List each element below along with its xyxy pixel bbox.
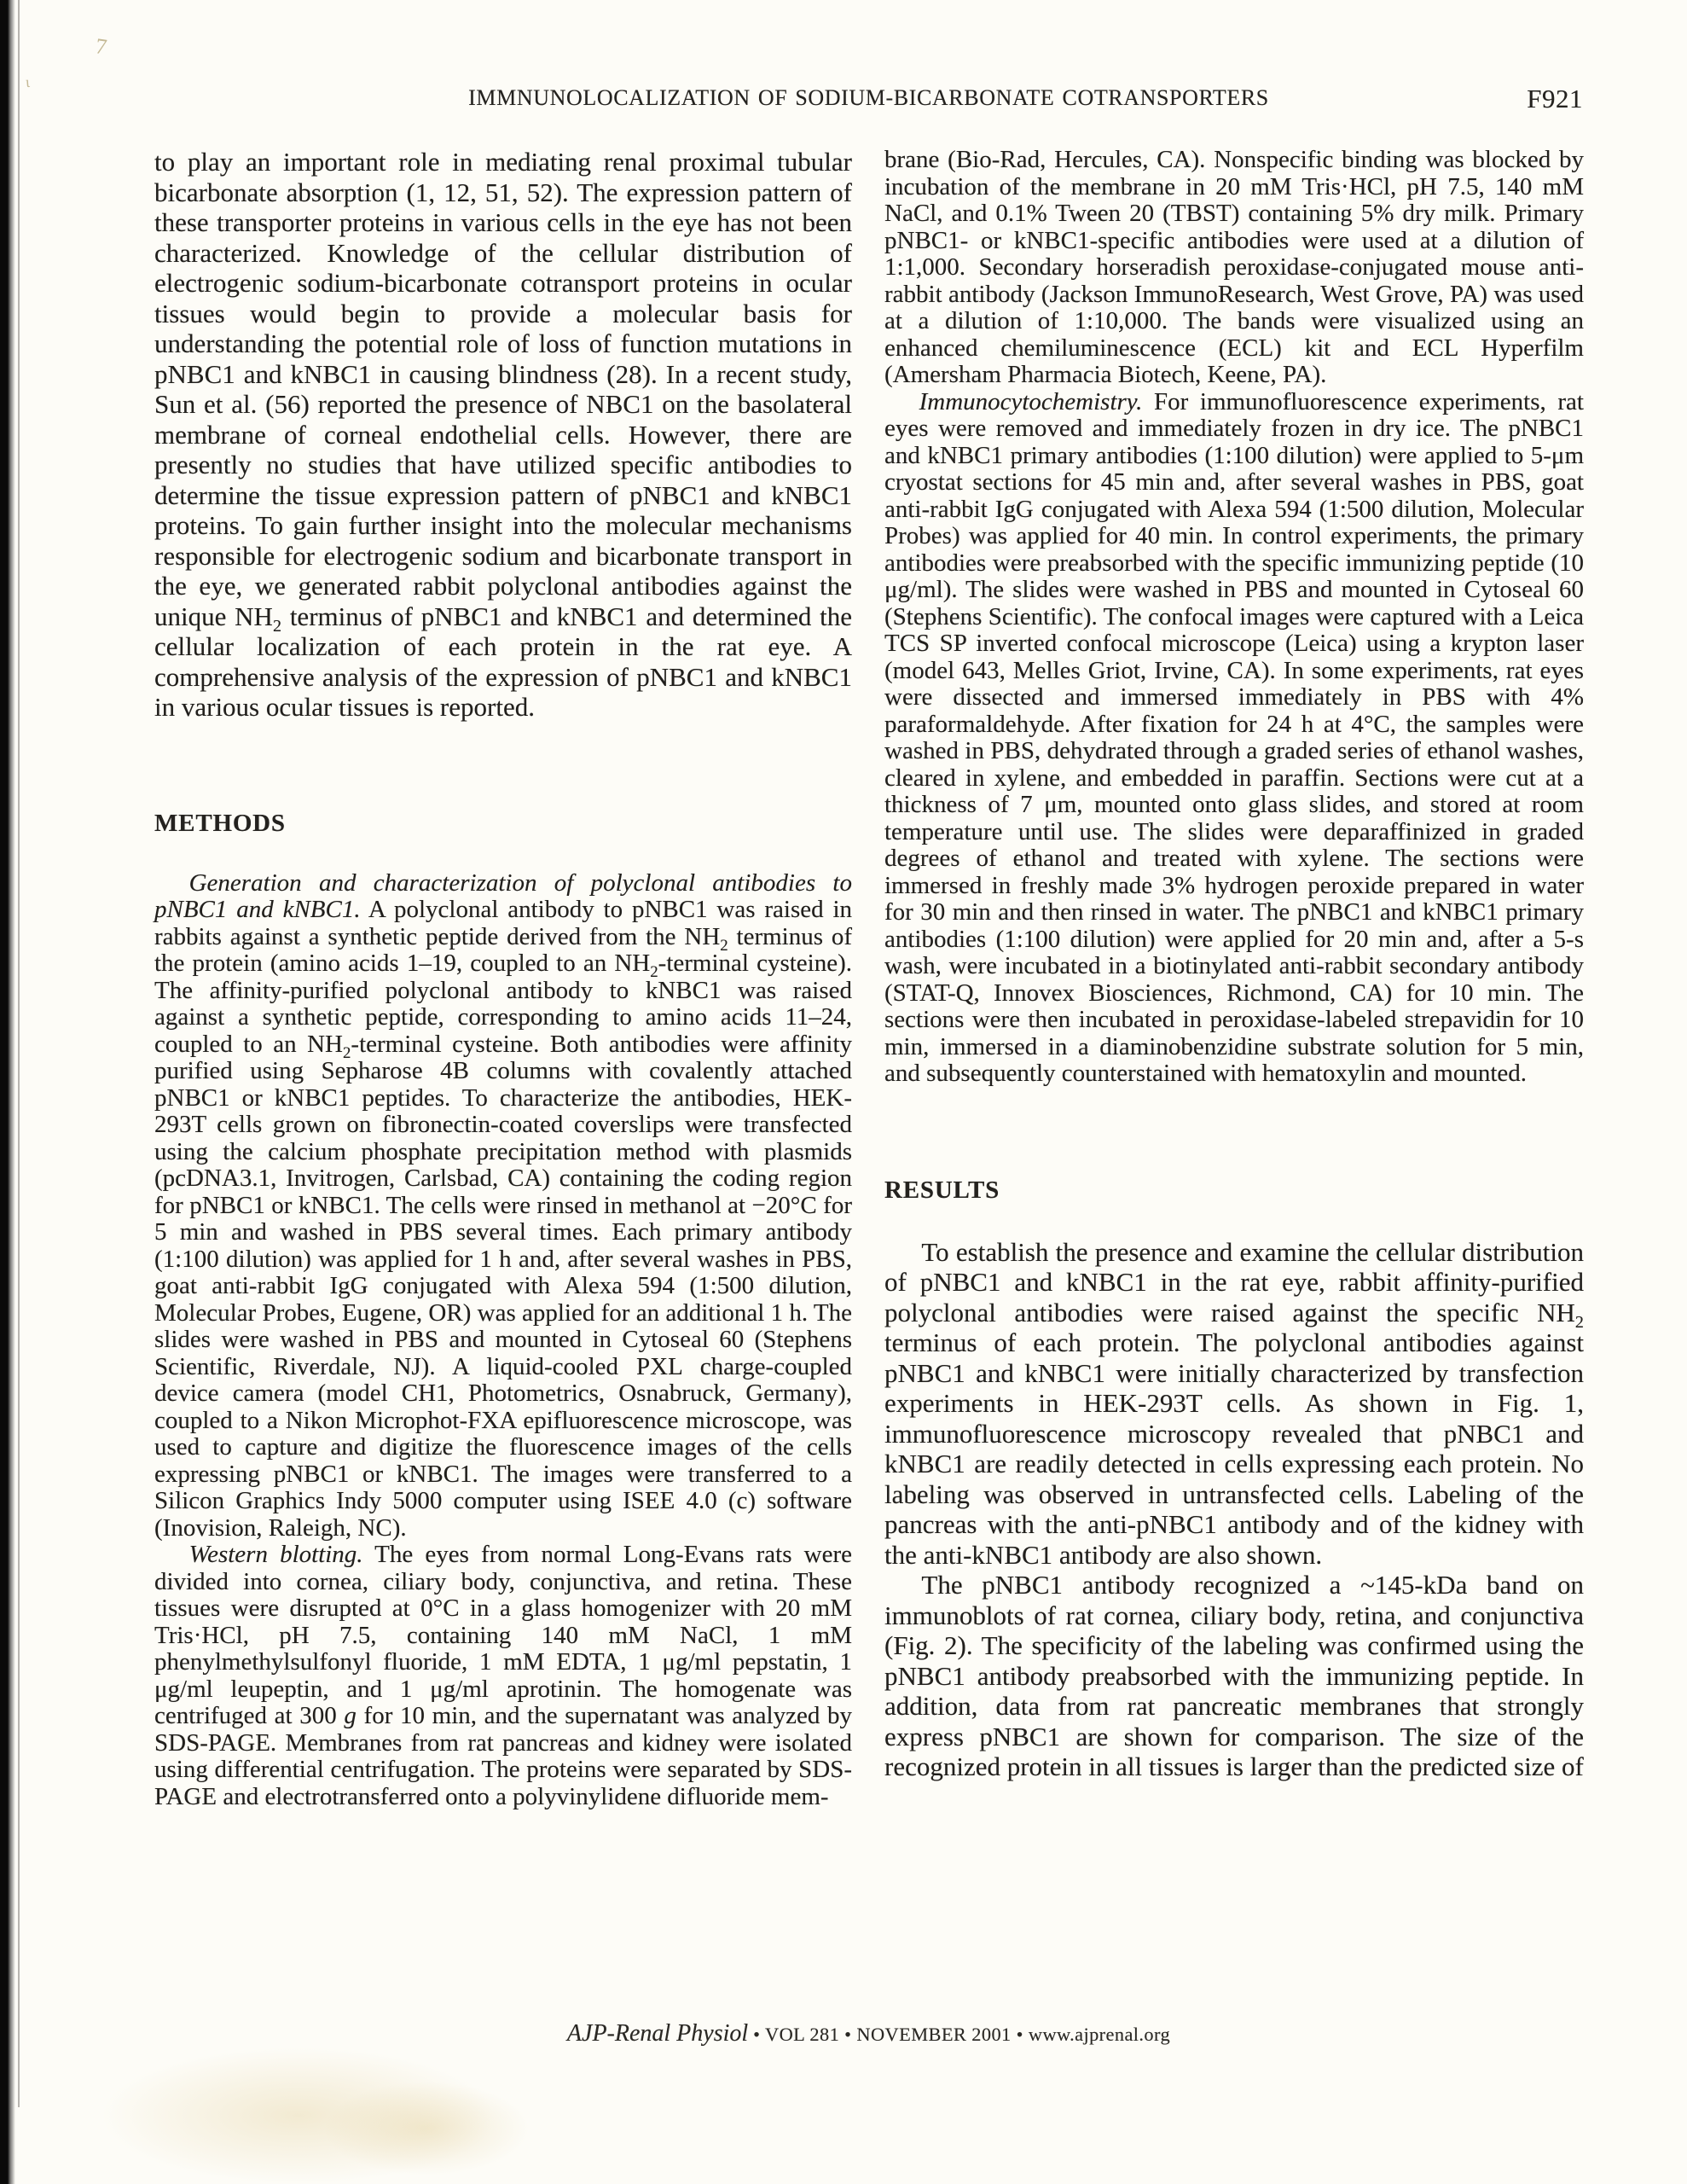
methods-immunocytochemistry-paragraph: Immunocytochemistry. For immunofluorescence experiments, rat eyes were removed and immediately frozen in dry ice. The pNBC1 and kNBC1 primary antibodies (1:100 dilution) were applied to 5-μm cryostat sections for 45 min and, after several washes in PBS, goat anti-rabbit IgG conjugated with Alexa 594 (1:500 dilution, Molecular Probes) was applied for 40 min. In control experiments, the primary antibodies were preabsorbed with the specific immunizing peptide (10 μg/ml). The slides were washed in PBS and mounted in Cytoseal 60 (Stephens Scientific). The confocal images were captured with a Leica TCS SP inverted confocal microscope (Leica) using a krypton laser (model 643, Melles Griot, Irvine, CA). In some experiments, rat eyes were dissected and immersed immediately in PBS with 4% paraformaldehyde. After fixation for 24 h at 4°C, the samples were washed in PBS, dehydrated through a graded series of ethanol washes, cleared in xylene, and embedded in paraffin. Sections were cut at a thickness of 7 μm, mounted onto glass slides, and stored at room temperature until use. The slides were deparaffinized in graded degrees of ethanol and treated with xylene. The sections were immersed in freshly made 3% hydrogen peroxide prepared in water for 30 min and then rinsed in water. The pNBC1 and kNBC1 primary antibodies (1:100 dilution) were applied for 20 min and, after a 5-s wash, were incubated in a biotinylated anti-rabbit secondary antibody (STAT-Q, Innovex Biosciences, Richmond, CA) for 10 min. The sections were then incubated in peroxidase-labeled strepavidin for 10 min, immersed in a diaminobenzidine substrate solution for 5 min, and subsequently counterstained with hematoxylin and mounted. bbox=[884, 387, 1584, 1087]
methods-heading: METHODS bbox=[154, 809, 286, 837]
right-column bbox=[884, 147, 1584, 1782]
paper-stain bbox=[324, 2082, 529, 2175]
methods-western-continuation-paragraph: brane (Bio-Rad, Hercules, CA). Nonspecific binding was blocked by incubation of the membrane in 20 mM Tris·HCl, pH 7.5, 140 mM NaCl, and 0.1% Tween 20 (TBST) containing 5% dry milk. Primary pNBC1- or kNBC1-specific antibodies were used at a dilution of 1:1,000. Secondary horseradish peroxidase-conjugated mouse anti-rabbit antibody (Jackson ImmunoResearch, West Grove, PA) was used at a dilution of 1:10,000. The bands were visualized using an enhanced chemiluminescence (ECL) kit and ECL Hyperfilm (Amersham Pharmacia Biotech, Keene, PA). bbox=[884, 146, 1584, 388]
methods-generation-paragraph: Generation and characterization of polyclonal antibodies to pNBC1 and kNBC1. A polyclonal antibody to pNBC1 was raised in rabbits against a synthetic peptide derived from the $NH_2$ terminus of the protein (amino acids 1–19, coupled to an $NH_2$-terminal cysteine). The affinity-purified polyclonal antibody to kNBC1 was raised against a synthetic peptide, corresponding to amino acids 11–24, coupled to an $NH_2$-terminal cysteine. Both antibodies were affinity purified using Sepharose 4B columns with covalently attached pNBC1 or kNBC1 peptides. To characterize the antibodies, HEK-293T cells grown on fibronectin-coated coverslips were transfected using the calcium phosphate precipitation method with plasmids (pcDNA3.1, Invitrogen, Carlsbad, CA) containing the coding region for pNBC1 or kNBC1. The cells were rinsed in methanol at −20°C for 5 min and washed in PBS several times. Each primary antibody (1:100 dilution) was applied for 1 h and, after several washes in PBS, goat anti-rabbit IgG conjugated with Alexa 594 (1:500 dilution, Molecular Probes, Eugene, OR) was applied for an additional 1 h. The slides were washed in PBS and mounted in Cytoseal 60 (Stephens Scientific, Riverdale, NJ). A liquid-cooled PXL charge-coupled device camera (model CH1, Photometrics, Osnabruck, Germany), coupled to a Nikon Microphot-FXA epifluorescence microscope, was used to capture and digitize the fluorescence images of the cells expressing pNBC1 or kNBC1. The images were transferred to a Silicon Graphics Indy 5000 computer using ISEE 4.0 (c) software (Inovision, Raleigh, NC). bbox=[154, 868, 852, 1542]
running-title: IMMNUNOLOCALIZATION OF SODIUM-BICARBONATE COTRANSPORTERS bbox=[468, 85, 1269, 110]
results-paragraph-1: To establish the presence and examine the cellular distribution of pNBC1 and kNBC1 in the rat eye, rabbit affinity-purified polyclonal antibodies were raised against the specific $NH_2$ terminus of each protein. The polyclonal antibodies against pNBC1 and kNBC1 were initially characterized by transfection experiments in HEK-293T cells. As shown in Fig. 1, immunofluorescence microscopy revealed that pNBC1 and kNBC1 are readily detected in cells expressing each protein. No labeling was observed in untransfected cells. Labeling of the pancreas with the anti-pNBC1 antibody and of the kidney with the anti-kNBC1 antibody are also shown. bbox=[884, 1236, 1584, 1570]
results-paragraph-2: The pNBC1 antibody recognized a ~145-kDa band on immunoblots of rat cornea, ciliary body, retina, and conjunctiva (Fig. 2). The specificity of the labeling was confirmed using the pNBC1 antibody preabsorbed with the immunizing peptide. In addition, data from rat pancreatic membranes that strongly express pNBC1 are shown for comparison. The size of the recognized protein in all tissues is larger than the predicted size of bbox=[884, 1570, 1584, 1781]
journal-footer: AJP-Renal Physiol • VOL 281 • NOVEMBER 2001 • www.ajprenal.org bbox=[566, 2020, 1171, 2047]
scan-edge-line bbox=[18, 0, 20, 2107]
results-heading: RESULTS bbox=[884, 1176, 1000, 1204]
pencil-mark: 7 bbox=[94, 33, 109, 60]
left-column bbox=[154, 147, 852, 1810]
methods-western-blotting-paragraph: Western blotting. The eyes from normal Long-Evans rats were divided into cornea, ciliary body, conjunctiva, and retina. These tissues were disrupted at 0°C in a glass homogenizer with 20 mM Tris·HCl, pH 7.5, containing 140 mM NaCl, 1 mM phenylmethylsulfonyl fluoride, 1 mM EDTA, 1 μg/ml pepstatin, 1 μg/ml leupeptin, and 1 μg/ml aprotinin. The homogenate was centrifuged at 300 g for 10 min, and the supernatant was analyzed by SDS-PAGE. Membranes from rat pancreas and kidney were isolated using differential centrifugation. The proteins were separated by SDS-PAGE and electrotransferred onto a polyvinylidene difluoride mem- bbox=[154, 1541, 852, 1810]
page-number: F921 bbox=[1527, 84, 1583, 113]
scan-edge-shadow bbox=[0, 0, 15, 2184]
intro-continuation-paragraph: to play an important role in mediating renal proximal tubular bicarbonate absorption (1, 12, 51, 52). The expression pattern of these transporter proteins in various cells in the eye has not been characterized. Knowledge of the cellular distribution of electrogenic sodium-bicarbonate cotransport proteins in ocular tissues would begin to provide a molecular basis for understanding the potential role of loss of function mutations in pNBC1 and kNBC1 in causing blindness (28). In a recent study, Sun et al. (56) reported the presence of NBC1 on the basolateral membrane of corneal endothelial cells. However, there are presently no studies that have utilized specific antibodies to determine the tissue expression pattern of pNBC1 and kNBC1 proteins. To gain further insight into the molecular mechanisms responsible for electrogenic sodium and bicarbonate transport in the eye, we generated rabbit polyclonal antibodies against the unique $NH_2$ terminus of pNBC1 and kNBC1 and determined the cellular localization of each protein in the rat eye. A comprehensive analysis of the expression of pNBC1 and kNBC1 in various ocular tissues is reported. bbox=[154, 147, 852, 722]
running-head bbox=[154, 85, 1583, 123]
pencil-mark: ι bbox=[25, 73, 31, 91]
